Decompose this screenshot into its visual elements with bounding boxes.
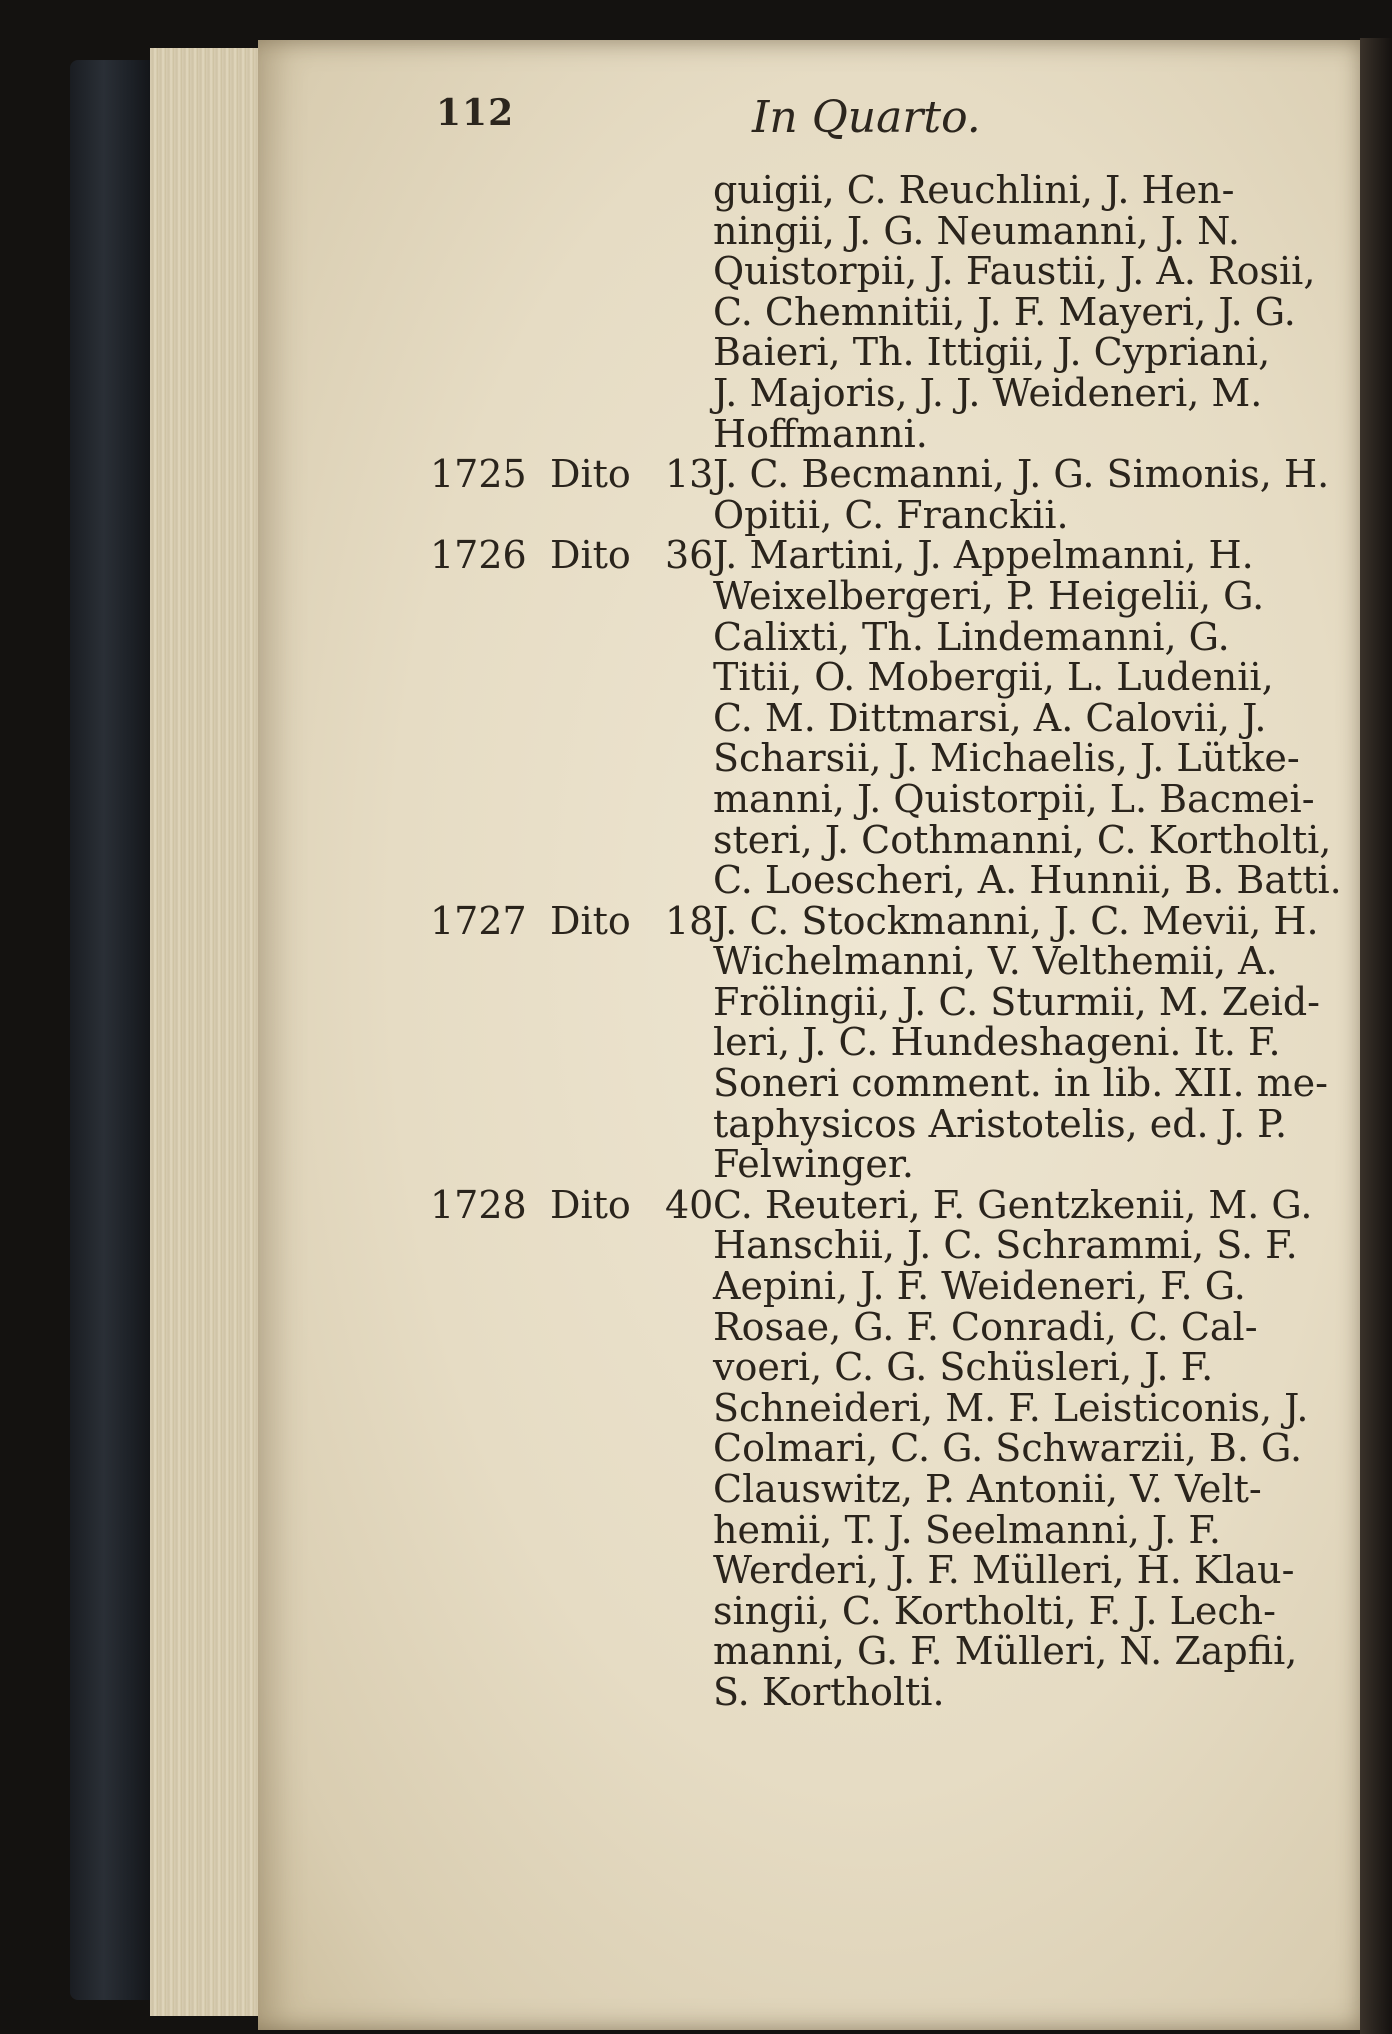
text-line: Werderi, J. F. Mülleri, H. Klau-	[713, 1548, 1295, 1593]
entry-date-column	[430, 1182, 714, 1227]
text-line: J. C. Stockmanni, J. C. Mevii, H.	[713, 898, 1319, 943]
catalog-entries	[430, 168, 1342, 1714]
text-line: taphysicos Aristotelis, ed. J. P.	[713, 1101, 1288, 1146]
page-fold-shadow	[1360, 38, 1392, 2034]
text-line: Calixti, Th. Lindemanni, G.	[713, 614, 1230, 659]
text-line: Opitii, C. Franckii.	[713, 492, 1069, 537]
text-line: C. Loescheri, A. Hunnii, B. Batti.	[713, 858, 1342, 903]
text-line: Aepini, J. F. Weideneri, F. G.	[713, 1264, 1246, 1309]
text-line: C. M. Dittmarsi, A. Calovii, J.	[713, 695, 1267, 740]
text-line: Scharsii, J. Michaelis, J. Lütke-	[713, 736, 1300, 781]
text-line: Baieri, Th. Ittigii, J. Cypriani,	[713, 330, 1271, 375]
entry-year: 1725	[430, 452, 527, 497]
entry-count: 13	[665, 452, 714, 497]
text-line: Quistorpii, J. Faustii, J. A. Rosii,	[713, 249, 1316, 294]
entry-count: 18	[665, 898, 714, 943]
text-line: Clauswitz, P. Antonii, V. Velt-	[713, 1467, 1262, 1511]
entry-names	[713, 168, 1316, 456]
page-header	[0, 92, 1392, 152]
entry-dito: Dito	[550, 452, 631, 497]
entry-names	[713, 898, 1328, 1187]
catalog-entry	[430, 454, 1330, 535]
text-line: Soneri comment. in lib. XII. me-	[713, 1061, 1328, 1106]
entry-names	[713, 533, 1342, 903]
text-line: manni, G. F. Mülleri, N. Zapfii,	[713, 1629, 1298, 1674]
page-edges	[150, 48, 270, 2016]
entry-year: 1728	[430, 1182, 527, 1227]
entry-names	[713, 452, 1330, 537]
entry-date-column	[430, 454, 713, 495]
text-line: steri, J. Cothmanni, C. Kortholti,	[713, 817, 1332, 862]
catalog-entry	[430, 170, 1330, 454]
text-line: singii, C. Kortholti, F. J. Lech-	[713, 1588, 1276, 1633]
text-line: Schneideri, M. F. Leisticonis, J.	[713, 1385, 1309, 1430]
entry-names	[713, 1182, 1313, 1714]
running-head: In Quarto.	[752, 92, 981, 143]
text-line: Colmari, C. G. Schwarzii, B. G.	[713, 1426, 1303, 1471]
text-line: Titii, O. Mobergii, L. Ludenii,	[713, 655, 1274, 700]
text-line: C. Chemnitii, J. F. Mayeri, J. G.	[713, 289, 1296, 334]
text-line: Felwinger.	[713, 1142, 914, 1187]
book-binding	[70, 60, 154, 2000]
text-line: J. C. Becmanni, J. G. Simonis, H.	[713, 452, 1330, 497]
text-line: leri, J. C. Hundeshageni. It. F.	[713, 1020, 1281, 1065]
entry-dito: Dito	[550, 1182, 631, 1227]
text-line: Hoffmanni.	[713, 411, 928, 456]
text-line: J. Majoris, J. J. Weideneri, M.	[713, 370, 1263, 415]
text-line: S. Kortholti.	[713, 1669, 945, 1714]
page-number: 112	[436, 92, 515, 134]
catalog-entry	[430, 898, 1330, 1187]
entry-dito: Dito	[550, 533, 631, 578]
text-line: guigii, C. Reuchlini, J. Hen-	[713, 168, 1235, 212]
text-line: manni, J. Quistorpii, L. Bacmei-	[713, 776, 1315, 821]
text-line: voeri, C. G. Schüsleri, J. F.	[713, 1345, 1214, 1390]
entry-count: 36	[665, 533, 714, 578]
text-line: J. Martini, J. Appelmanni, H.	[713, 533, 1254, 578]
text-line: Rosae, G. F. Conradi, C. Cal-	[713, 1304, 1258, 1349]
catalog-entry	[430, 533, 1342, 903]
text-line: hemii, T. J. Seelmanni, J. F.	[713, 1507, 1221, 1552]
text-line: C. Reuteri, F. Gentzkenii, M. G.	[713, 1182, 1313, 1227]
text-line: Wichelmanni, V. Velthemii, A.	[713, 939, 1278, 984]
entry-year: 1727	[430, 898, 527, 943]
catalog-entry	[430, 1182, 1330, 1714]
entry-date-column	[430, 898, 714, 943]
text-line: Frölingii, J. C. Sturmii, M. Zeid-	[713, 979, 1321, 1024]
entry-year: 1726	[430, 533, 527, 578]
entry-date-column	[430, 535, 713, 576]
entry-count: 40	[665, 1182, 714, 1227]
entry-dito: Dito	[550, 898, 631, 943]
text-line: ningii, J. G. Neumanni, J. N.	[713, 208, 1240, 253]
text-line: Hanschii, J. C. Schrammi, S. F.	[713, 1223, 1298, 1268]
text-line: Weixelbergeri, P. Heigelii, G.	[713, 573, 1265, 618]
